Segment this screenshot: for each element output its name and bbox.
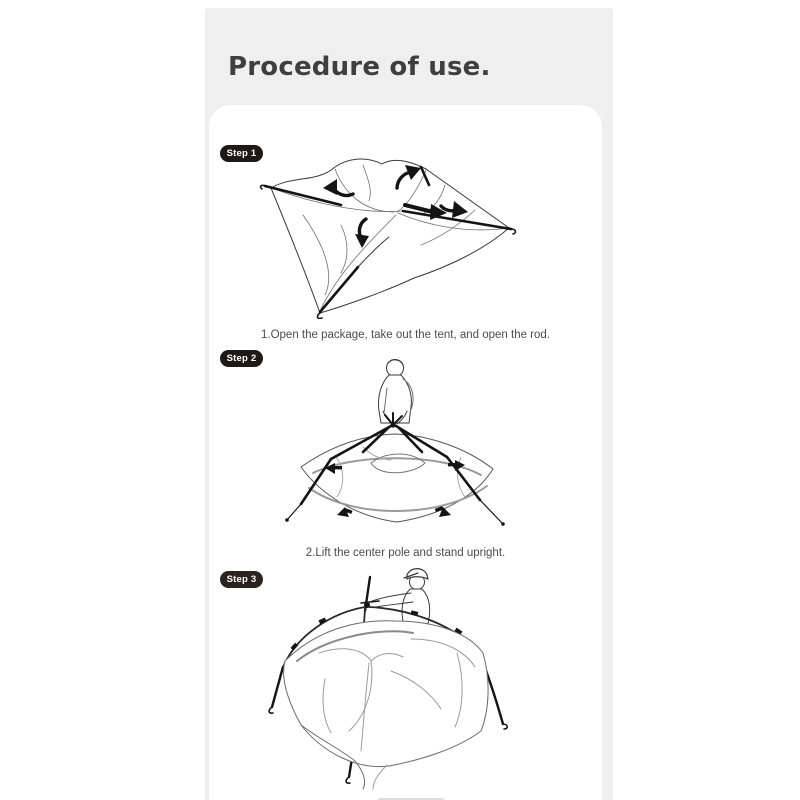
step-2-caption: 2.Lift the center pole and stand upright. [305,547,506,559]
steps-card [209,105,602,800]
step-3-illustration [261,561,527,800]
step-1-badge: Step 1 [220,145,263,162]
tent-leg [272,667,283,707]
step-3-badge: Step 3 [220,571,263,588]
step-2-badge: Step 2 [220,350,263,367]
procedure-section [205,8,613,800]
corner-arrow-icon [337,507,353,517]
step-1-caption: 1.Open the package, take out the tent, and open the rod. [261,329,550,341]
tent-outline [271,159,509,313]
page-title: Procedure of use. [228,52,491,82]
person-figure [378,360,413,425]
step-1-illustration [245,155,525,319]
tent-fabric [284,621,489,789]
step-2-illustration [275,355,523,539]
